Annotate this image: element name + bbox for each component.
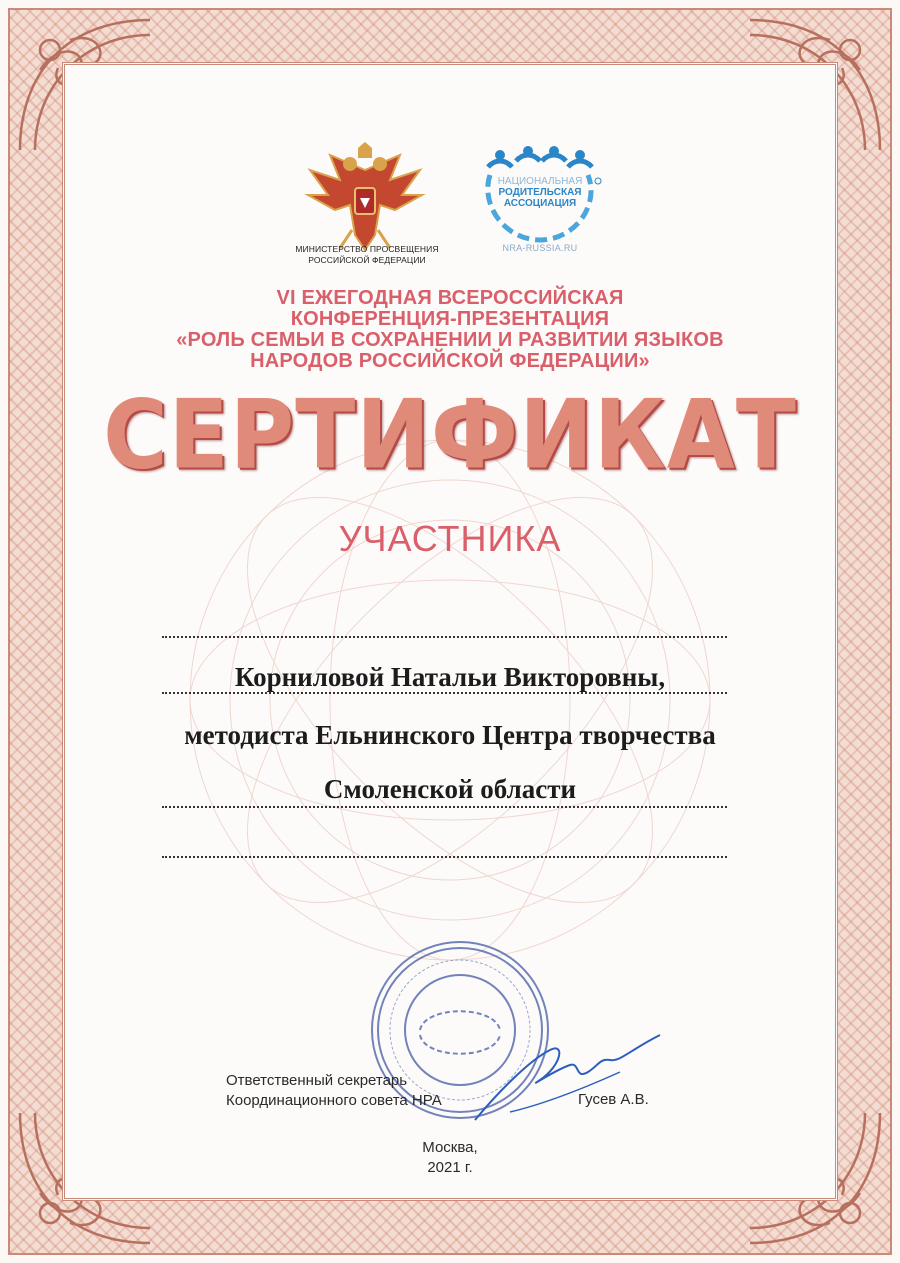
ministry-label bbox=[282, 244, 452, 266]
signature-icon bbox=[470, 1020, 670, 1130]
place-and-year bbox=[350, 1138, 550, 1178]
signatory-role-line: Координационного совета НРА bbox=[226, 1092, 442, 1109]
recipient-region: Смоленской области bbox=[323, 774, 577, 804]
certificate-subtitle: УЧАСТНИКА bbox=[338, 518, 562, 559]
guilloche-rosette-icon bbox=[170, 420, 730, 980]
dotted-line bbox=[162, 852, 727, 858]
conference-title-line: VI ЕЖЕГОДНАЯ ВСЕРОССИЙСКАЯ bbox=[276, 287, 624, 309]
signatory-role bbox=[226, 1071, 486, 1111]
dotted-line bbox=[162, 632, 727, 638]
nra-url: NRA-RUSSIA.RU bbox=[502, 243, 578, 253]
place-line: Москва, bbox=[422, 1139, 478, 1156]
conference-title bbox=[100, 288, 800, 372]
conference-title-line: КОНФЕРЕНЦИЯ-ПРЕЗЕНТАЦИЯ bbox=[290, 308, 610, 330]
double-headed-eagle-emblem-icon bbox=[300, 140, 430, 260]
recipient-position: методиста Ельнинского Центра творчества bbox=[184, 720, 716, 750]
certificate-title: СЕРТИФИКАТ bbox=[103, 378, 797, 491]
nra-name-line: НАЦИОНАЛЬНАЯ bbox=[497, 176, 583, 187]
conference-title-line: «РОЛЬ СЕМЬИ В СОХРАНЕНИИ И РАЗВИТИИ ЯЗЫКОВ bbox=[176, 329, 724, 351]
signatory-role-line: Ответственный секретарь bbox=[226, 1072, 408, 1089]
conference-title-line: НАРОДОВ РОССИЙСКОЙ ФЕДЕРАЦИИ» bbox=[250, 350, 650, 372]
nra-name-line: АССОЦИАЦИЯ bbox=[503, 198, 577, 209]
year-line: 2021 г. bbox=[427, 1159, 473, 1176]
ministry-label-line: МИНИСТЕРСТВО ПРОСВЕЩЕНИЯ bbox=[295, 244, 439, 254]
nra-name bbox=[480, 176, 600, 209]
ministry-label-line: РОССИЙСКОЙ ФЕДЕРАЦИИ bbox=[308, 255, 426, 265]
recipient-name: Корниловой Натальи Викторовны, bbox=[234, 662, 666, 692]
signatory-name: Гусев А.В. bbox=[578, 1091, 649, 1108]
nra-name-line: РОДИТЕЛЬСКАЯ bbox=[498, 187, 582, 198]
